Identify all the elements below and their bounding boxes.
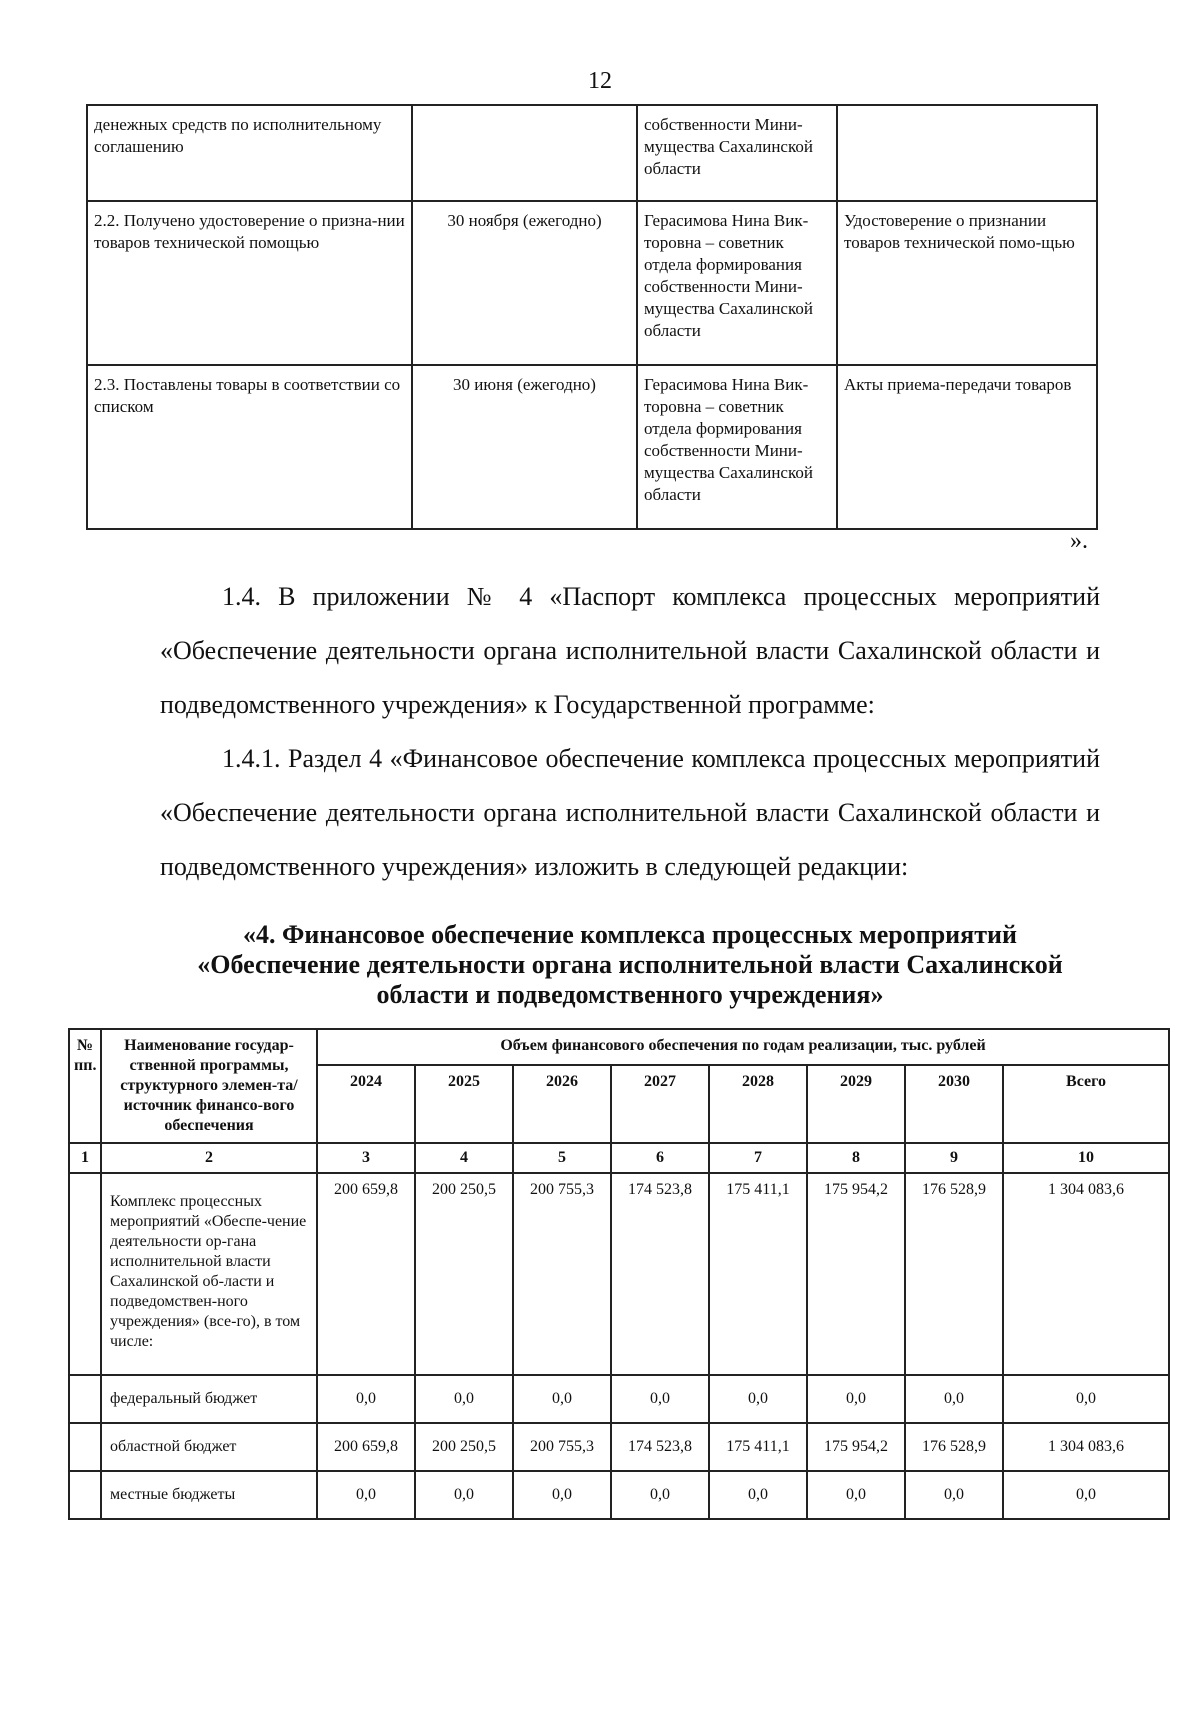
column-number: 3 — [317, 1143, 415, 1173]
total-cell: 0,0 — [1003, 1375, 1169, 1423]
total-cell: 1 304 083,6 — [1003, 1173, 1169, 1375]
value-cell: 200 659,8 — [317, 1173, 415, 1375]
date-cell: 30 июня (ежегодно) — [412, 365, 637, 529]
financial-table — [68, 1028, 1170, 1520]
responsible-cell: собственности Мини-мущества Сахалинской области — [637, 105, 837, 201]
value-cell: 0,0 — [905, 1375, 1003, 1423]
table-row — [87, 201, 1097, 365]
closing-quote: ». — [1070, 528, 1088, 554]
value-cell: 200 755,3 — [513, 1423, 611, 1471]
value-cell: 175 954,2 — [807, 1423, 905, 1471]
table-row — [87, 105, 1097, 201]
responsible-cell: Герасимова Нина Вик-торовна – советник отдела формирования собственности Мини-мущества Сахалинской области — [637, 201, 837, 365]
date-cell — [412, 105, 637, 201]
page-number: 12 — [588, 68, 612, 94]
column-number: 9 — [905, 1143, 1003, 1173]
value-cell: 0,0 — [415, 1471, 513, 1519]
row-name-cell: местные бюджеты — [101, 1471, 317, 1519]
year-header: 2024 — [317, 1065, 415, 1143]
paragraph-1-4: 1.4. В приложении № 4 «Паспорт комплекса процессных мероприятий «Обеспечение деятельности органа исполнительной власти Сахалинской области и подведомственного учреждения» к Государственной программе: — [160, 582, 1100, 719]
total-cell: 0,0 — [1003, 1471, 1169, 1519]
header-name: Наименование государ-ственной программы, структурного элемен-та/источник финансо-вого обеспечения — [101, 1029, 317, 1143]
value-cell: 200 755,3 — [513, 1173, 611, 1375]
table-row — [87, 365, 1097, 529]
column-number: 5 — [513, 1143, 611, 1173]
value-cell: 0,0 — [709, 1375, 807, 1423]
value-cell: 0,0 — [611, 1471, 709, 1519]
row-name-cell: федеральный бюджет — [101, 1375, 317, 1423]
header-row — [69, 1029, 1169, 1065]
event-cell: 2.3. Поставлены товары в соответствии со списком — [87, 365, 412, 529]
row-no-cell — [69, 1471, 101, 1519]
value-cell: 200 250,5 — [415, 1173, 513, 1375]
total-header: Всего — [1003, 1065, 1169, 1143]
value-cell: 0,0 — [807, 1375, 905, 1423]
column-number: 7 — [709, 1143, 807, 1173]
year-header: 2030 — [905, 1065, 1003, 1143]
table-row — [69, 1375, 1169, 1423]
table-row — [69, 1423, 1169, 1471]
document-cell: Акты приема-передачи товаров — [837, 365, 1097, 529]
year-header: 2025 — [415, 1065, 513, 1143]
column-number: 2 — [101, 1143, 317, 1173]
events-table-continuation — [86, 104, 1098, 530]
value-cell: 175 411,1 — [709, 1423, 807, 1471]
value-cell: 174 523,8 — [611, 1173, 709, 1375]
value-cell: 174 523,8 — [611, 1423, 709, 1471]
paragraph-1-4-1: 1.4.1. Раздел 4 «Финансовое обеспечение комплекса процессных мероприятий «Обеспечение деятельности органа исполнительной власти Сахалинской области и подведомственного учреждения» изложить в следующей редакции: — [160, 744, 1100, 881]
document-cell: Удостоверение о признании товаров технической помо-щью — [837, 201, 1097, 365]
column-number: 8 — [807, 1143, 905, 1173]
value-cell: 200 659,8 — [317, 1423, 415, 1471]
year-header: 2029 — [807, 1065, 905, 1143]
column-number: 1 — [69, 1143, 101, 1173]
value-cell: 0,0 — [513, 1375, 611, 1423]
value-cell: 175 411,1 — [709, 1173, 807, 1375]
header-no: № пп. — [69, 1029, 101, 1143]
value-cell: 0,0 — [317, 1471, 415, 1519]
year-header: 2027 — [611, 1065, 709, 1143]
value-cell: 0,0 — [807, 1471, 905, 1519]
year-header: 2028 — [709, 1065, 807, 1143]
row-name-cell: областной бюджет — [101, 1423, 317, 1471]
value-cell: 200 250,5 — [415, 1423, 513, 1471]
value-cell: 176 528,9 — [905, 1173, 1003, 1375]
row-no-cell — [69, 1375, 101, 1423]
row-no-cell — [69, 1423, 101, 1471]
value-cell: 176 528,9 — [905, 1423, 1003, 1471]
document-cell — [837, 105, 1097, 201]
value-cell: 0,0 — [415, 1375, 513, 1423]
value-cell: 175 954,2 — [807, 1173, 905, 1375]
column-number: 6 — [611, 1143, 709, 1173]
section-heading: «4. Финансовое обеспечение комплекса процессных мероприятий «Обеспечение деятельности органа исполнительной власти Сахалинской области и подведомственного учреждения» — [197, 920, 1063, 1009]
column-number: 10 — [1003, 1143, 1169, 1173]
value-cell: 0,0 — [709, 1471, 807, 1519]
table-row — [69, 1173, 1169, 1375]
column-number-row — [69, 1143, 1169, 1173]
event-cell: 2.2. Получено удостоверение о призна-нии товаров технической помощью — [87, 201, 412, 365]
value-cell: 0,0 — [317, 1375, 415, 1423]
responsible-cell: Герасимова Нина Вик-торовна – советник отдела формирования собственности Мини-мущества Сахалинской области — [637, 365, 837, 529]
value-cell: 0,0 — [513, 1471, 611, 1519]
value-cell: 0,0 — [905, 1471, 1003, 1519]
value-cell: 0,0 — [611, 1375, 709, 1423]
column-number: 4 — [415, 1143, 513, 1173]
row-no-cell — [69, 1173, 101, 1375]
header-volume: Объем финансового обеспечения по годам реализации, тыс. рублей — [317, 1029, 1169, 1065]
table-row — [69, 1471, 1169, 1519]
event-cell: денежных средств по исполнительному соглашению — [87, 105, 412, 201]
year-header: 2026 — [513, 1065, 611, 1143]
row-name-cell: Комплекс процессных мероприятий «Обеспе-чение деятельности ор-гана исполнительной власти Сахалинской об-ласти и подведомствен-ного учреждения» (все-го), в том числе: — [101, 1173, 317, 1375]
date-cell: 30 ноября (ежегодно) — [412, 201, 637, 365]
total-cell: 1 304 083,6 — [1003, 1423, 1169, 1471]
